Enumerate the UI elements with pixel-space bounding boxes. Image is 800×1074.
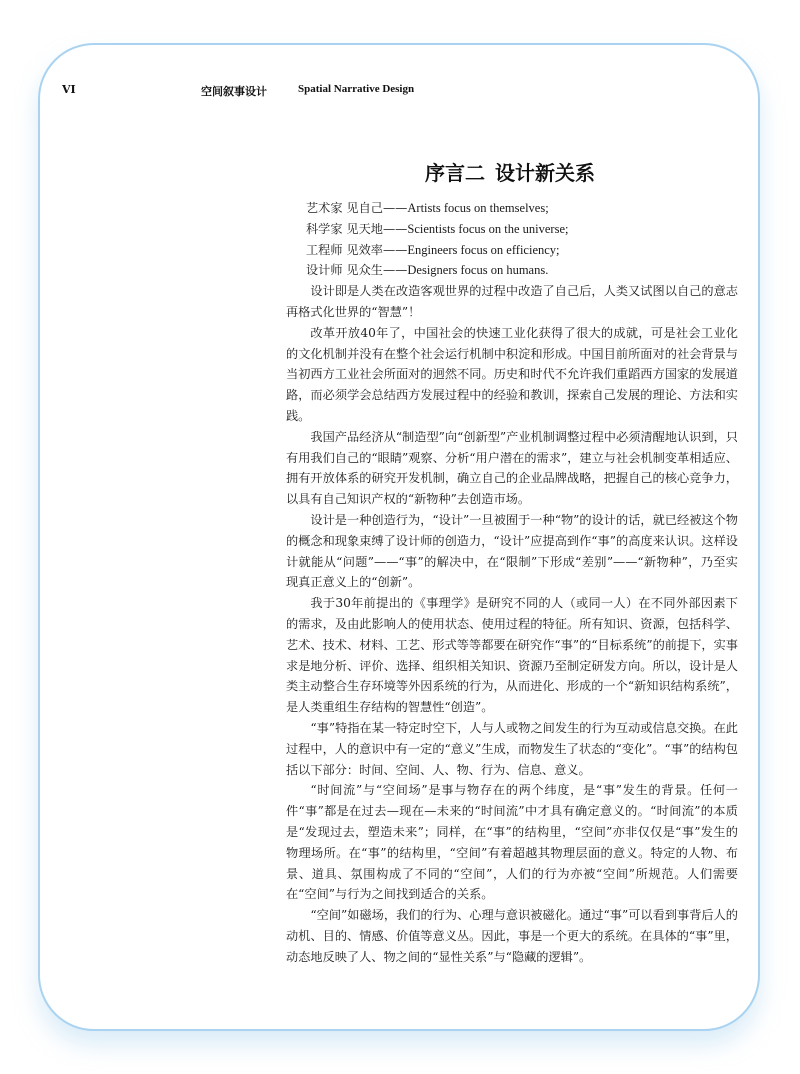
chapter-title-prefix: 序言二: [425, 161, 485, 185]
paragraph: 设计即是人类在改造客观世界的过程中改造了自己后，人类又试图以自己的意志再格式化世界的“智慧”！: [286, 284, 738, 319]
body-text: [286, 198, 738, 967]
chapter-title: [425, 157, 595, 186]
paragraph: 设计是一种创造行为，“设计”一旦被囿于一种“物”的设计的话，就已经被这个物的概念和现象束缚了设计师的创造力，“设计”应提高到作“事”的高度来认识。这样设计就能从“问题”——“事”的解决中，在“限制”下形成“差别”——“新物种”，乃至实现真正意义上的“创新”。: [286, 512, 738, 590]
motto-cn: 科学家 见天地——: [306, 221, 408, 236]
running-header: [0, 83, 800, 99]
paragraph: 改革开放40年了，中国社会的快速工业化获得了很大的成就，可是社会工业化的文化机制并没有在整个社会运行机制中积淀和形成。中国目前所面对的社会背景与当初西方工业社会所面对的迥然不同。历史和时代不允许我们重蹈西方国家的发展道路，而必须学会总结西方发展过程中的经验和教训，探索自己发展的理论、方法和实践。: [286, 325, 738, 423]
paragraph: “时间流”与“空间场”是事与物存在的两个纬度，是“事”发生的背景。任何一件“事”都是在过去—现在—未来的“时间流”中才具有确定意义的。“时间流”的本质是“发现过去，塑造未来”；同样，在“事”的结构里，“空间”亦非仅仅是“事”发生的物理场所。在“事”的结构里，“空间”有着超越其物理层面的意义。特定的人物、布景、道具、氛围构成了不同的“空间”，人们的行为亦被“空间”所规范。人们需要在“空间”与行为之间找到适合的关系。: [286, 783, 738, 902]
motto-line: [286, 240, 738, 261]
motto-en: Scientists focus on the universe;: [407, 221, 569, 236]
motto-cn: 设计师 见众生——: [306, 263, 408, 278]
paragraph: 我于30年前提出的《事理学》是研究不同的人（或同一人）在不同外部因素下的需求，及由此影响人的使用状态、使用过程的特征。所有知识、资源，包括科学、艺术、技术、材料、工艺、形式等等都要在研究作“事”的“目标系统”的前提下，实事求是地分析、评价、选择、组织相关知识、资源乃至制定研发方向。所以，设计是人类主动整合生存环境等外因系统的行为，从而进化、形成的一个“新知识结构系统”，是人类重组生存结构的智慧性“创造”。: [286, 596, 738, 715]
motto-line: [286, 260, 738, 281]
motto-cn: 艺术家 见自己——: [306, 201, 408, 215]
paragraph: 我国产品经济从“制造型”向“创新型”产业机制调整过程中必须清醒地认识到，只有用我们自己的“眼睛”观察、分析“用户潜在的需求”，建立与社会机制变革相适应、拥有开放体系的研究开发机制，确立自己的企业品牌战略，把握自己的核心竞争力，以具有自己知识产权的“新物种”去创造市场。: [286, 429, 738, 507]
page-number: VI: [62, 83, 76, 96]
paragraph: “空间”如磁场，我们的行为、心理与意识被磁化。通过“事”可以看到事背后人的动机、目的、情感、价值等意义丛。因此，事是一个更大的系统。在具体的“事”里，动态地反映了人、物之间的“显性关系”与“隐藏的逻辑”。: [286, 908, 738, 964]
book-title-cn: 空间叙事设计: [201, 85, 267, 98]
chapter-title-main: 设计新关系: [495, 161, 595, 185]
motto-en: Designers focus on humans.: [407, 263, 549, 278]
motto-line: [286, 198, 738, 219]
motto-en: Artists focus on themselves;: [407, 201, 549, 215]
motto-line: [286, 219, 738, 240]
paragraph: “事”特指在某一特定时空下，人与人或物之间发生的行为互动或信息交换。在此过程中，人的意识中有一定的“意义”生成，而物发生了状态的“变化”。“事”的结构包括以下部分：时间、空间、人、物、行为、信息、意义。: [286, 720, 738, 777]
motto-cn: 工程师 见效率——: [306, 242, 408, 257]
motto-en: Engineers focus on efficiency;: [407, 242, 560, 257]
book-title-en: Spatial Narrative Design: [298, 83, 415, 95]
